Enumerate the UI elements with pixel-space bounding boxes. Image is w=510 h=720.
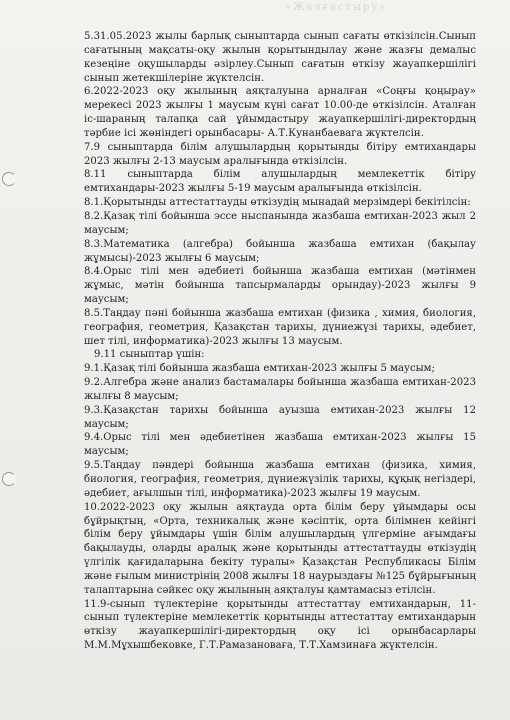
paragraph-8-3: 8.3.Математика (алгебра) бойынша жазбаша емтихан (бақылау жұмысы)-2023 жылғы 6 маусым; bbox=[84, 238, 476, 264]
paragraph-9-1: 9.1.Қазақ тілі бойынша жазбаша емтихан-2023 жылғы 5 маусым; bbox=[84, 363, 435, 375]
paragraph-8-2: 8.2.Қазақ тілі бойынша эссе ныспанында жазбаша емтихан-2023 жыл 2 маусым; bbox=[84, 210, 476, 236]
paragraph-9-5: 9.5.Таңдау пәндері бойынша жазбаша емтихан (физика, химия, биология, география, геометрия, дүниежүзілік тарихы, құқық негіздері, әдебиет, ағылшын тілі, информатика)-2023 жылғы 19 маусым. bbox=[84, 460, 476, 499]
paragraph-6: 6.2022-2023 оқу жылының аяқталуына арналған «Соңғы қоңырау» мерекесі 2023 жылғы 1 маусым күні сағат 10.00-де өткізілсін. Аталған іс-шараның талапқа сай ұйымдастыру жауапкершілігі-директордың тәрбие ісі жөніндегі орынбасары- А.Т.Кунанбаевага жүктелсін. bbox=[84, 86, 476, 139]
paragraph-9-2: 9.2.Алгебра және анализ бастамалары бойынша жазбаша емтихан-2023 жылғы 8 маусым; bbox=[84, 377, 476, 402]
paragraph-10: 10.2022-2023 оқу жылын аяқтауда орта білім беру ұйымдары осы бұйрықтың, «Орта, техникалық және кәсіптік, орта білімнен кейінгі білім беру ұйымдары үшін білім алушылардың үлгерміне ағымдағы бақылауды, оларды аралық және қорытынды аттестаттауды өткізудің үлгілік қағидаларына бекіту туралы» Қазақстан Республикасы Білім және ғылым министрінің 2008 жылғы 18 наурыздағы №125 бұйрығының талаптарына сәйкес оқу жылының аяқталуы қамтамасыз етілсін. bbox=[84, 501, 476, 596]
paragraph-8-4: 8.4.Орыс тілі мен әдебиеті бойынша жазбаша емтихан (мәтінмен жұмыс, мәтін бойынша тапсырмаларды орындау)-2023 жылғы 9 маусым; bbox=[84, 266, 476, 306]
document-body bbox=[84, 30, 476, 653]
paragraph-9-4: 9.4.Орыс тілі мен әдебиетінен жазбаша емтихан-2023 жылғы 15 маусым; bbox=[84, 432, 476, 458]
faint-header-text: «Жалғастыру» bbox=[285, 2, 388, 13]
paragraph-8: 8.11 сыныптарда білім алушылардың мемлекеттік бітіру емтихандары-2023 жылғы 5-19 маусым аралығында өткізілсін. bbox=[84, 169, 476, 195]
punch-hole-icon bbox=[2, 172, 16, 186]
paragraph-5: 5.31.05.2023 жылы барлық сыныптарда сынып сағаты өткізілсін.Сынып сағатының мақсаты-оқу жылын қорытындылау және жазғы демалыс кезеңіне оқушыларды әзірлеу.Сынып сағатын өткізу жауапкершілігі сынып жетекшілеріне жүктелсін. bbox=[84, 31, 476, 84]
punch-hole-icon bbox=[2, 472, 16, 486]
paragraph-9-3: 9.3.Қазақстан тарихы бойынша ауызша емтихан-2023 жылғы 12 маусым; bbox=[84, 404, 476, 430]
paragraph-7: 7.9 сыныптарда білім алушылардың қорытынды бітіру емтихандары 2023 жылғы 2-13 маусым аралығында өткізілсін. bbox=[84, 141, 476, 167]
paragraph-8-5: 8.5.Таңдау пәні бойынша жазбаша емтихан (физика , химия, биология, география, геометрия, Қазақстан тарихы, дүниежүзі тарихы, әдебиет, шет тілі, информатика)-2023 жылғы 13 маусым. bbox=[84, 307, 476, 347]
paragraph-8-1: 8.1.Қорытынды аттестаттауды өткізудің мынадай мерзімдері бекітілсін: bbox=[84, 197, 471, 209]
paragraph-11: 11.9-сынып түлектеріне қорытынды аттестаттау емтихандарын, 11-сынып түлектеріне мемлекеттік қорытынды аттестаттау емтихандарын өткізу жауапкершілігі-директордың оқу ісі орынбасарлары М.М.Мұхышбековке, Г.Т.Рамазанова​ға, Т.Т.Хамзинаға жүктелсін. bbox=[84, 598, 476, 652]
paragraph-9: 9.11 сыныптар үшін: bbox=[94, 349, 205, 361]
